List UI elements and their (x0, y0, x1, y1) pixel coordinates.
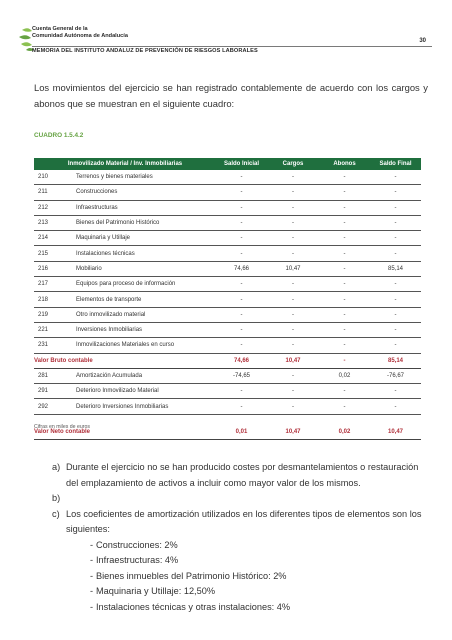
header-cargos: Cargos (267, 158, 319, 170)
row-code: 212 (34, 200, 76, 215)
row-abonos: - (319, 215, 370, 230)
row-abonos: - (319, 185, 370, 200)
row-code: 281 (34, 368, 76, 383)
row-description: Equipos para proceso de información (76, 277, 216, 292)
list-item (66, 553, 430, 569)
header-abonos: Abonos (319, 158, 370, 170)
row-saldo-inicial: - (216, 384, 267, 399)
dash-bullet-icon: - (90, 601, 94, 612)
row-description: Inmovilizaciones Materiales en curso (76, 338, 216, 353)
row-description: Amortización Acumulada (76, 368, 216, 383)
neto-total-row (34, 425, 421, 440)
row-saldo-final: - (370, 231, 421, 246)
list-label-c: c) (52, 508, 60, 519)
neto-saldo-final: 10,47 (370, 425, 421, 440)
row-saldo-inicial: - (216, 231, 267, 246)
row-abonos: 0,02 (319, 368, 370, 383)
row-cargos: - (267, 170, 319, 185)
row-saldo-inicial: - (216, 322, 267, 337)
bruto-saldo-final: 85,14 (370, 353, 421, 368)
row-saldo-final: - (370, 292, 421, 307)
row-cargos: - (267, 215, 319, 230)
row-description: Inversiones Inmobiliarias (76, 322, 216, 337)
row-saldo-final: - (370, 277, 421, 292)
coefficient-text: Construcciones: 2% (96, 539, 178, 550)
coefficient-text: Maquinaria y Utillaje: 12,50% (96, 586, 215, 596)
row-saldo-final: - (370, 399, 421, 414)
row-cargos: - (267, 384, 319, 399)
row-abonos: - (319, 307, 370, 322)
row-saldo-inicial: - (216, 277, 267, 292)
dash-bullet-icon: - (90, 555, 94, 565)
row-abonos: - (319, 322, 370, 337)
table-spacer-row (34, 414, 421, 425)
row-abonos: - (319, 292, 370, 307)
row-saldo-inicial: - (216, 200, 267, 215)
notes-list (52, 460, 430, 615)
coefficient-text: Bienes inmuebles del Patrimonio Histórico: 2% (96, 570, 287, 581)
row-abonos: - (319, 277, 370, 292)
list-item (66, 569, 430, 585)
row-saldo-inicial: - (216, 399, 267, 414)
row-saldo-final: - (370, 384, 421, 399)
row-description: Otro inmovilizado material (76, 307, 216, 322)
row-abonos: - (319, 261, 370, 276)
page-number: 30 (419, 38, 426, 44)
row-description: Deterioro Inversiones Inmobiliarias (76, 399, 216, 414)
row-saldo-inicial: - (216, 292, 267, 307)
list-label-b: b) (52, 493, 61, 503)
table-row (34, 231, 421, 246)
org-name-line1: Cuenta General de la (32, 26, 88, 32)
memoria-title: MEMORIA DEL INSTITUTO ANDALUZ DE PREVENCIÓN DE RIESGOS LABORALES (32, 48, 258, 54)
row-code: 211 (34, 185, 76, 200)
table-row (34, 307, 421, 322)
row-description: Bienes del Patrimonio Histórico (76, 215, 216, 230)
row-code: 221 (34, 322, 76, 337)
bruto-saldo-inicial: 74,66 (216, 353, 267, 368)
row-cargos: - (267, 307, 319, 322)
row-cargos: - (267, 185, 319, 200)
header-saldo-final: Saldo Final (370, 158, 421, 170)
row-code: 210 (34, 170, 76, 185)
row-cargos: - (267, 399, 319, 414)
row-saldo-final: - (370, 170, 421, 185)
row-code: 218 (34, 292, 76, 307)
neto-saldo-inicial: 0,01 (216, 425, 267, 440)
cuadro-label: CUADRO 1.5.4.2 (34, 132, 84, 139)
neto-label: Valor Neto contable (34, 425, 216, 440)
coefficient-text: Infraestructuras: 4% (96, 555, 179, 565)
row-code: 217 (34, 277, 76, 292)
row-saldo-inicial: - (216, 185, 267, 200)
movements-table (34, 158, 421, 440)
row-cargos: - (267, 338, 319, 353)
table-row (34, 170, 421, 185)
bruto-total-row (34, 353, 421, 368)
table-row (34, 215, 421, 230)
row-abonos: - (319, 170, 370, 185)
org-name-line2: Comunidad Autónoma de Andalucía (32, 33, 128, 39)
row-saldo-final: -76,67 (370, 368, 421, 383)
header-inmovilizado: Inmovilizado Material / Inv. Inmobiliarias (34, 158, 216, 170)
list-item-b (52, 491, 430, 507)
coefficient-text: Instalaciones técnicas y otras instalaciones: 4% (96, 601, 291, 612)
bruto-abonos: - (319, 353, 370, 368)
row-saldo-inicial: - (216, 338, 267, 353)
table-header-row (34, 158, 421, 170)
row-abonos: - (319, 231, 370, 246)
dash-bullet-icon: - (90, 539, 94, 550)
table-row (34, 384, 421, 399)
table-row (34, 292, 421, 307)
table-row (34, 338, 421, 353)
row-abonos: - (319, 246, 370, 261)
row-description: Infraestructuras (76, 200, 216, 215)
page-header (18, 26, 432, 66)
list-label-a: a) (52, 462, 61, 472)
row-saldo-final: - (370, 338, 421, 353)
coefficients-list (66, 538, 430, 616)
row-cargos: - (267, 322, 319, 337)
row-saldo-inicial: -74,65 (216, 368, 267, 383)
row-code: 214 (34, 231, 76, 246)
row-description: Elementos de transporte (76, 292, 216, 307)
row-cargos: - (267, 368, 319, 383)
table-row (34, 322, 421, 337)
row-saldo-final: - (370, 215, 421, 230)
dash-bullet-icon: - (90, 586, 94, 596)
row-saldo-inicial: 74,66 (216, 261, 267, 276)
intro-paragraph: Los movimientos del ejercicio se han registrado contablemente de acuerdo con los cargos y abonos que se muestran en el siguiente cuadro: (34, 82, 428, 109)
row-code: 292 (34, 399, 76, 414)
row-abonos: - (319, 384, 370, 399)
row-code: 213 (34, 215, 76, 230)
table-row (34, 277, 421, 292)
neto-cargos: 10,47 (267, 425, 319, 440)
table-row (34, 368, 421, 383)
row-description: Deterioro Inmovilizado Material (76, 384, 216, 399)
row-cargos: - (267, 277, 319, 292)
row-saldo-final: 85,14 (370, 261, 421, 276)
list-text-a: Durante el ejercicio no se han producido costes por desmantelamientos o restauración del emplazamiento de activos a incluir como mayor valor de los mismos. (66, 462, 419, 488)
row-saldo-final: - (370, 200, 421, 215)
bruto-cargos: 10,47 (267, 353, 319, 368)
list-item (66, 600, 430, 616)
row-description: Maquinaria y Utillaje (76, 231, 216, 246)
row-saldo-inicial: - (216, 170, 267, 185)
table-row (34, 246, 421, 261)
row-code: 215 (34, 246, 76, 261)
row-saldo-inicial: - (216, 246, 267, 261)
row-cargos: - (267, 231, 319, 246)
currency-note: Cifras en miles de euros (34, 424, 90, 430)
row-abonos: - (319, 338, 370, 353)
neto-abonos: 0,02 (319, 425, 370, 440)
row-saldo-final: - (370, 246, 421, 261)
row-code: 291 (34, 384, 76, 399)
row-code: 219 (34, 307, 76, 322)
dash-bullet-icon: - (90, 570, 94, 581)
row-description: Terrenos y bienes materiales (76, 170, 216, 185)
row-code: 231 (34, 338, 76, 353)
list-text-c: Los coeficientes de amortización utilizados en los diferentes tipos de elementos son los siguientes: (66, 508, 422, 534)
bruto-label: Valor Bruto contable (34, 353, 216, 368)
header-saldo-inicial: Saldo Inicial (216, 158, 267, 170)
row-saldo-inicial: - (216, 215, 267, 230)
row-cargos: 10,47 (267, 261, 319, 276)
row-abonos: - (319, 399, 370, 414)
row-cargos: - (267, 200, 319, 215)
row-saldo-final: - (370, 185, 421, 200)
list-item-a (52, 460, 430, 491)
table-spacer (34, 414, 421, 425)
row-description: Mobiliario (76, 261, 216, 276)
row-abonos: - (319, 200, 370, 215)
row-code: 216 (34, 261, 76, 276)
row-description: Construcciones (76, 185, 216, 200)
list-item (66, 584, 430, 600)
row-cargos: - (267, 246, 319, 261)
table-row (34, 399, 421, 414)
row-saldo-final: - (370, 307, 421, 322)
list-item-c (52, 507, 430, 538)
table-row (34, 200, 421, 215)
row-saldo-final: - (370, 322, 421, 337)
table-row (34, 185, 421, 200)
list-item (66, 538, 430, 554)
table-row (34, 261, 421, 276)
header-divider (32, 46, 432, 47)
row-cargos: - (267, 292, 319, 307)
row-saldo-inicial: - (216, 307, 267, 322)
row-description: Instalaciones técnicas (76, 246, 216, 261)
